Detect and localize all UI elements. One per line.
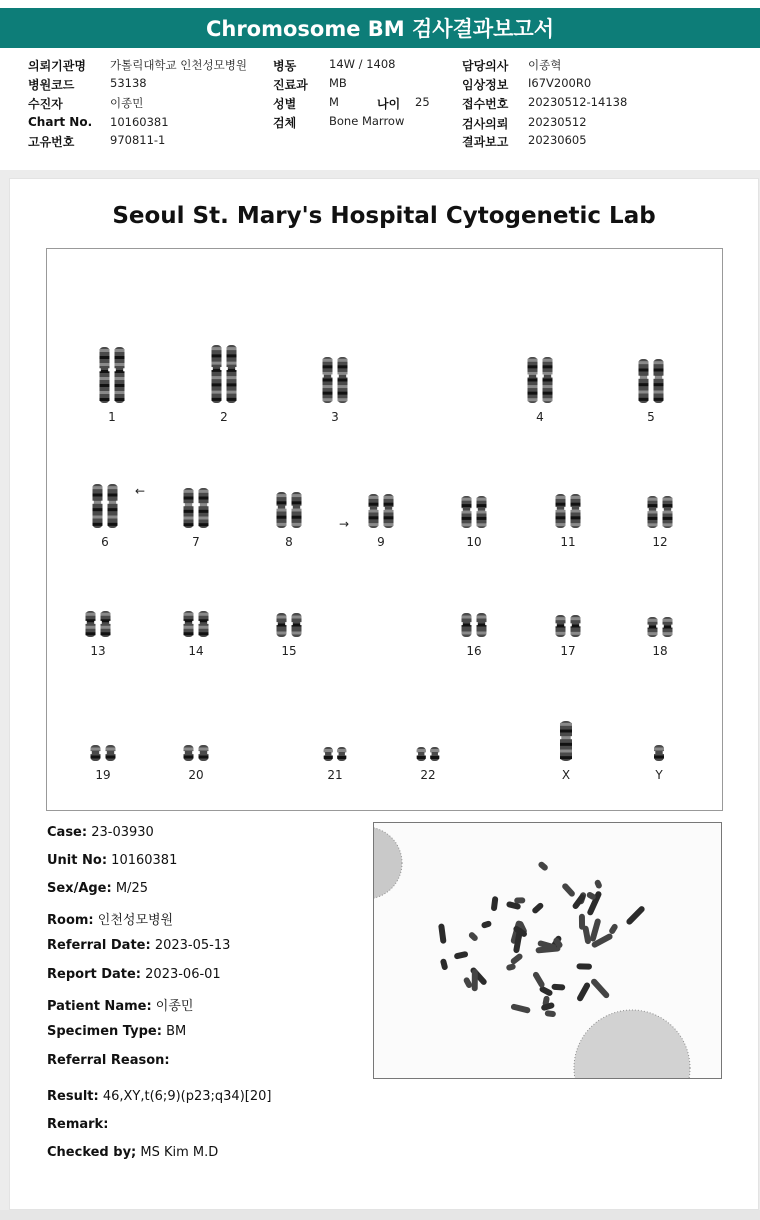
header-value: 53138 xyxy=(110,76,147,90)
chromosome-label: 15 xyxy=(281,644,297,658)
metaphase-spread xyxy=(374,823,721,1078)
detail-patient-name: Patient Name: 이종민 xyxy=(47,999,194,1014)
chromosome-pair-7 xyxy=(183,488,209,528)
header-value: 20230512 xyxy=(528,115,587,129)
chromosome-label: 3 xyxy=(331,410,339,424)
chromosome-label: 14 xyxy=(188,644,204,658)
detail-value: M/25 xyxy=(115,881,148,896)
metaphase-chromosomes xyxy=(438,860,646,1017)
chromosome-pair-x xyxy=(560,721,573,761)
detail-value: 인천성모병원 xyxy=(97,913,174,928)
header-value: M xyxy=(329,95,339,109)
nucleus xyxy=(574,1010,690,1078)
chromosome-pair-1 xyxy=(99,347,125,403)
header-key: 고유번호 xyxy=(28,135,75,149)
header-key: 병동 xyxy=(273,59,297,73)
detail-value: 2023-06-01 xyxy=(145,967,221,982)
chromosome-label: 21 xyxy=(327,768,343,782)
chromosome-label: 11 xyxy=(560,535,576,549)
report-card xyxy=(9,178,759,1210)
header-key: 병원코드 xyxy=(28,78,75,92)
chromosome-pair-22 xyxy=(416,747,440,761)
chromosome-label: 18 xyxy=(652,644,668,658)
chromosome-label: 8 xyxy=(285,535,293,549)
chromosome-label: 5 xyxy=(647,410,655,424)
header-value: 이종민 xyxy=(110,96,144,110)
header-value: 14W / 1408 xyxy=(329,57,396,71)
chromosome-pair-21 xyxy=(323,747,347,761)
karyotype-image xyxy=(47,249,722,810)
result-value: 46,XY,t(6;9)(p23;q34)[20] xyxy=(102,1089,272,1104)
chromosome-label: 10 xyxy=(466,535,482,549)
chromosome-pair-14 xyxy=(183,611,209,637)
detail-value: 이종민 xyxy=(155,999,194,1014)
header-key: 검사의뢰 xyxy=(462,117,509,131)
header-info xyxy=(0,48,760,170)
chromosome-pair-12 xyxy=(647,496,673,528)
chromosome-pair-y xyxy=(654,745,665,761)
header-key: 접수번호 xyxy=(462,97,509,111)
header-value: MB xyxy=(329,76,347,90)
header-key: 의뢰기관명 xyxy=(28,59,86,73)
header-key: 수진자 xyxy=(28,97,63,111)
chromosome-pair-4 xyxy=(527,357,553,403)
chromosome-label: X xyxy=(561,768,571,782)
chromosome-pair-6 xyxy=(92,484,118,528)
detail-referral-reason: Referral Reason: xyxy=(47,1053,170,1068)
result-line: Result: 46,XY,t(6;9)(p23;q34)[20] xyxy=(47,1089,272,1104)
checked-value: MS Kim M.D xyxy=(140,1145,219,1160)
chromosome-pair-13 xyxy=(85,611,111,637)
chromosome-pair-3 xyxy=(322,357,348,403)
chromosome-pair-19 xyxy=(90,745,116,761)
chromosome-label: 12 xyxy=(652,535,668,549)
chromosome-label: 9 xyxy=(377,535,385,549)
detail-specimen-type: Specimen Type: BM xyxy=(47,1024,187,1039)
metaphase-image xyxy=(373,822,722,1079)
header-key: 결과보고 xyxy=(462,135,509,149)
chromosome-label: 2 xyxy=(220,410,228,424)
checked-line: Checked by; MS Kim M.D xyxy=(47,1145,219,1160)
karyotype-panel xyxy=(46,248,723,811)
chromosome-pair-9 xyxy=(368,494,394,528)
chromosome-pair-20 xyxy=(183,745,209,761)
bottom-strip xyxy=(0,1210,760,1220)
nucleus xyxy=(374,827,402,899)
chromosome-label: 6 xyxy=(101,535,109,549)
header-key: 담당의사 xyxy=(462,59,509,73)
header-value: 가톨릭대학교 인천성모병원 xyxy=(110,58,247,72)
translocation-arrow-9: → xyxy=(339,517,350,531)
detail-value: 10160381 xyxy=(111,853,178,868)
chromosome-pair-10 xyxy=(461,496,487,528)
header-value-age: 25 xyxy=(415,95,430,109)
chromosome-pair-15 xyxy=(276,613,302,637)
report-title: Chromosome BM 검사결과보고서 xyxy=(0,8,760,48)
header-value: 10160381 xyxy=(110,115,169,129)
chromosome-pair-17 xyxy=(555,615,581,637)
lab-title: Seoul St. Mary's Hospital Cytogenetic Lab xyxy=(112,203,656,229)
header-value: 970811-1 xyxy=(110,133,166,147)
detail-value: 23-03930 xyxy=(91,825,154,840)
header-key-age: 나이 xyxy=(377,97,401,111)
translocation-arrow-6: ← xyxy=(135,484,146,498)
header-key: Chart No. xyxy=(28,115,93,129)
chromosome-label: 7 xyxy=(192,535,200,549)
chromosome-pair-11 xyxy=(555,494,581,528)
header-value: I67V200R0 xyxy=(528,76,592,90)
header-value: 이종혁 xyxy=(528,58,562,72)
detail-case: Case: 23-03930 xyxy=(47,825,154,840)
chromosome-label: 22 xyxy=(420,768,436,782)
chromosome-label: Y xyxy=(655,768,663,782)
top-strip xyxy=(0,0,760,8)
chromosome-pair-16 xyxy=(461,613,487,637)
header-value: 20230605 xyxy=(528,133,587,147)
chromosome-label: 16 xyxy=(466,644,482,658)
detail-value: BM xyxy=(166,1024,187,1039)
detail-sex-age: Sex/Age: M/25 xyxy=(47,881,148,896)
chromosome-pair-5 xyxy=(638,359,664,403)
header-key: 검체 xyxy=(273,116,297,130)
chromosome-label: 17 xyxy=(560,644,576,658)
detail-value: 2023-05-13 xyxy=(154,938,231,953)
detail-referral-date: Referral Date: 2023-05-13 xyxy=(47,938,231,953)
chromosome-label: 4 xyxy=(536,410,544,424)
detail-unit-no: Unit No: 10160381 xyxy=(47,853,178,868)
chromosome-label: 20 xyxy=(188,768,204,782)
header-value: 20230512-14138 xyxy=(528,95,628,109)
chromosome-pair-2 xyxy=(211,345,237,403)
chromosome-label: 19 xyxy=(95,768,111,782)
header-value: Bone Marrow xyxy=(329,114,405,128)
chromosome-label: 13 xyxy=(90,644,106,658)
header-key: 진료과 xyxy=(273,78,308,92)
detail-room: Room: 인천성모병원 xyxy=(47,913,174,928)
chromosome-pair-18 xyxy=(647,617,673,637)
detail-report-date: Report Date: 2023-06-01 xyxy=(47,967,221,982)
chromosome-label: 1 xyxy=(108,410,116,424)
header-key: 성별 xyxy=(273,97,297,111)
remark-line: Remark: xyxy=(47,1117,109,1132)
header-key: 임상정보 xyxy=(462,78,509,92)
chromosome-pair-8 xyxy=(276,492,302,528)
